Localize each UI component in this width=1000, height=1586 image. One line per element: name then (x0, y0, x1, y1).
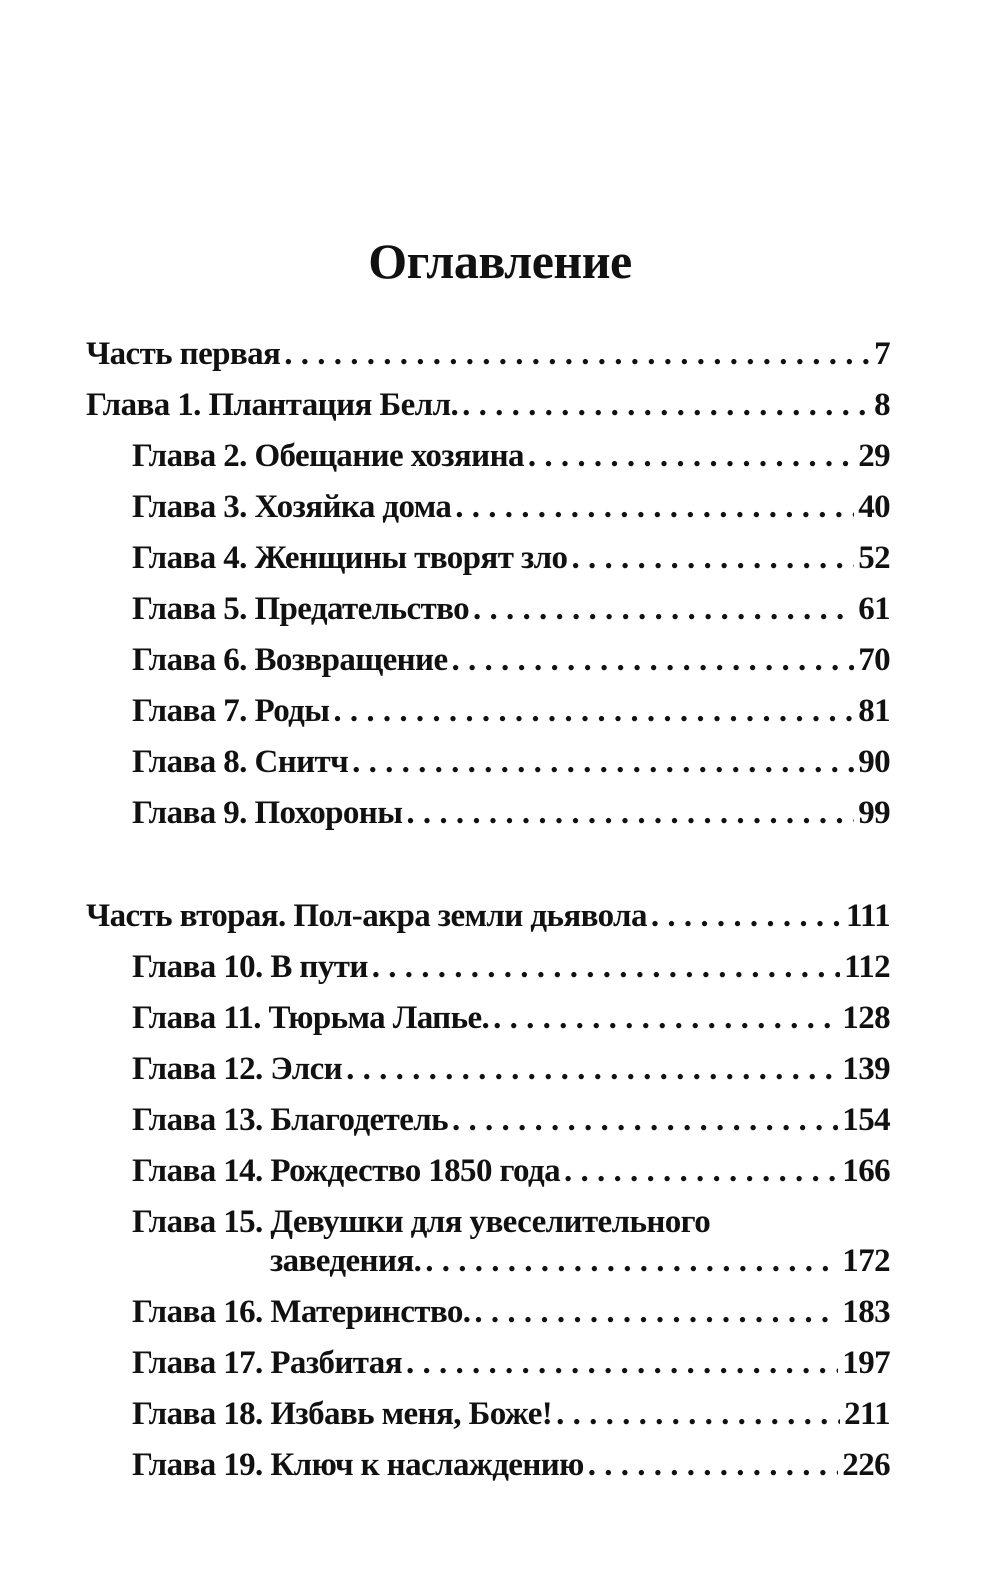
toc-page-number: 99 (858, 795, 890, 831)
toc-page-number: 197 (842, 1345, 890, 1381)
dot-leader (425, 1243, 838, 1280)
dot-leader (564, 1153, 838, 1190)
toc-entry-label: Глава 7. Роды (132, 693, 330, 729)
toc-entry-label: Глава 8. Снитч (132, 744, 349, 780)
toc-page-number: 112 (844, 949, 890, 985)
toc-chapter-3[interactable] (132, 489, 890, 533)
dot-leader (651, 898, 842, 935)
toc-page-number: 81 (858, 693, 890, 729)
toc-page-number: 61 (858, 591, 890, 627)
toc-chapter-7[interactable] (132, 693, 890, 737)
toc-page-number: 52 (858, 540, 890, 576)
toc-entry-label: Глава 13. Благодетель (132, 1102, 449, 1138)
toc-chapter-11[interactable] (132, 1000, 890, 1044)
toc-chapter-19[interactable] (132, 1447, 890, 1491)
toc-entry-label: Глава 1. Плантация Белл. (86, 387, 459, 423)
toc-page-number: 166 (842, 1153, 890, 1189)
dot-leader (333, 693, 854, 730)
toc-entry-label: Глава 17. Разбитая (132, 1345, 402, 1381)
dot-leader (346, 1051, 838, 1088)
dot-leader (452, 642, 855, 679)
toc-page-number: 183 (842, 1294, 890, 1330)
toc-page-number: 154 (842, 1102, 890, 1138)
dot-leader (352, 744, 854, 781)
toc-page-number: 70 (858, 642, 890, 678)
dot-leader (571, 540, 854, 577)
toc-page-number: 111 (845, 898, 890, 934)
dot-leader (528, 438, 854, 475)
toc-entry-label: Глава 3. Хозяйка дома (132, 489, 452, 525)
dot-leader (372, 949, 840, 986)
dot-leader (455, 489, 854, 526)
toc-page-number: 40 (858, 489, 890, 525)
dot-leader (406, 1345, 838, 1382)
dot-leader (493, 1000, 838, 1037)
toc-page-number: 90 (858, 744, 890, 780)
toc-entry-label: Глава 10. В пути (132, 949, 368, 985)
toc-entry-label: Глава 2. Обещание хозяина (132, 438, 524, 474)
toc-page-number: 139 (842, 1051, 890, 1087)
toc-chapter-2[interactable] (132, 438, 890, 482)
toc-chapter-1[interactable] (86, 387, 890, 431)
page-title: Оглавление (368, 233, 632, 289)
toc-chapter-18[interactable] (132, 1396, 890, 1440)
toc-chapter-10[interactable] (132, 949, 890, 993)
toc-entry-label: Глава 14. Рождество 1850 года (132, 1153, 561, 1189)
dot-leader (556, 1396, 840, 1433)
toc-entry-label: Глава 19. Ключ к наслаждению (132, 1447, 584, 1483)
toc-chapter-17[interactable] (132, 1345, 890, 1389)
toc-entry-label: Часть первая (86, 336, 281, 372)
dot-leader (473, 591, 854, 628)
toc-entry-label: Глава 4. Женщины творят зло (132, 540, 568, 576)
toc-entry-label: Глава 18. Избавь меня, Боже! (132, 1396, 553, 1432)
dot-leader (406, 795, 854, 832)
toc-page-number: 172 (842, 1243, 890, 1279)
toc-part-2[interactable] (86, 898, 890, 942)
toc-chapter-5[interactable] (132, 591, 890, 635)
dot-leader (588, 1447, 839, 1484)
dot-leader (462, 387, 870, 424)
toc-entry-label: Глава 11. Тюрьма Лапье. (132, 1000, 490, 1036)
toc-chapter-4[interactable] (132, 540, 890, 584)
toc-entry-label: Глава 9. Похороны (132, 795, 403, 831)
dot-leader (284, 336, 870, 373)
toc-chapter-15[interactable] (270, 1243, 890, 1287)
toc-page-number: 29 (858, 438, 890, 474)
toc-part-1[interactable] (86, 336, 890, 380)
toc-page-number: 128 (842, 1000, 890, 1036)
toc-page-number: 226 (842, 1447, 890, 1483)
toc-chapter-14[interactable] (132, 1153, 890, 1197)
dot-leader (474, 1294, 838, 1331)
toc-page-number: 7 (874, 336, 890, 372)
toc-entry-label: Глава 6. Возвращение (132, 642, 448, 678)
toc-chapter-16[interactable] (132, 1294, 890, 1338)
toc-chapter-13[interactable] (132, 1102, 890, 1146)
toc-page-number: 8 (874, 387, 890, 423)
toc-entry-label: Часть вторая. Пол-акра земли дьявола (86, 898, 647, 934)
toc-chapter-12[interactable] (132, 1051, 890, 1095)
toc-chapter-6[interactable] (132, 642, 890, 686)
toc-entry-label: Глава 16. Материнство. (132, 1294, 471, 1330)
dot-leader (452, 1102, 838, 1139)
toc-chapter-8[interactable] (132, 744, 890, 788)
toc-entry-label: Глава 5. Предательство (132, 591, 470, 627)
toc-page-number: 211 (844, 1396, 890, 1432)
toc-chapter-9[interactable] (132, 795, 890, 839)
toc-entry-label: Глава 12. Элси (132, 1051, 343, 1087)
toc-chapter-15-line1[interactable]: Глава 15. Девушки для увеселительного (132, 1204, 711, 1240)
toc-entry-continuation: заведения. (270, 1243, 422, 1279)
